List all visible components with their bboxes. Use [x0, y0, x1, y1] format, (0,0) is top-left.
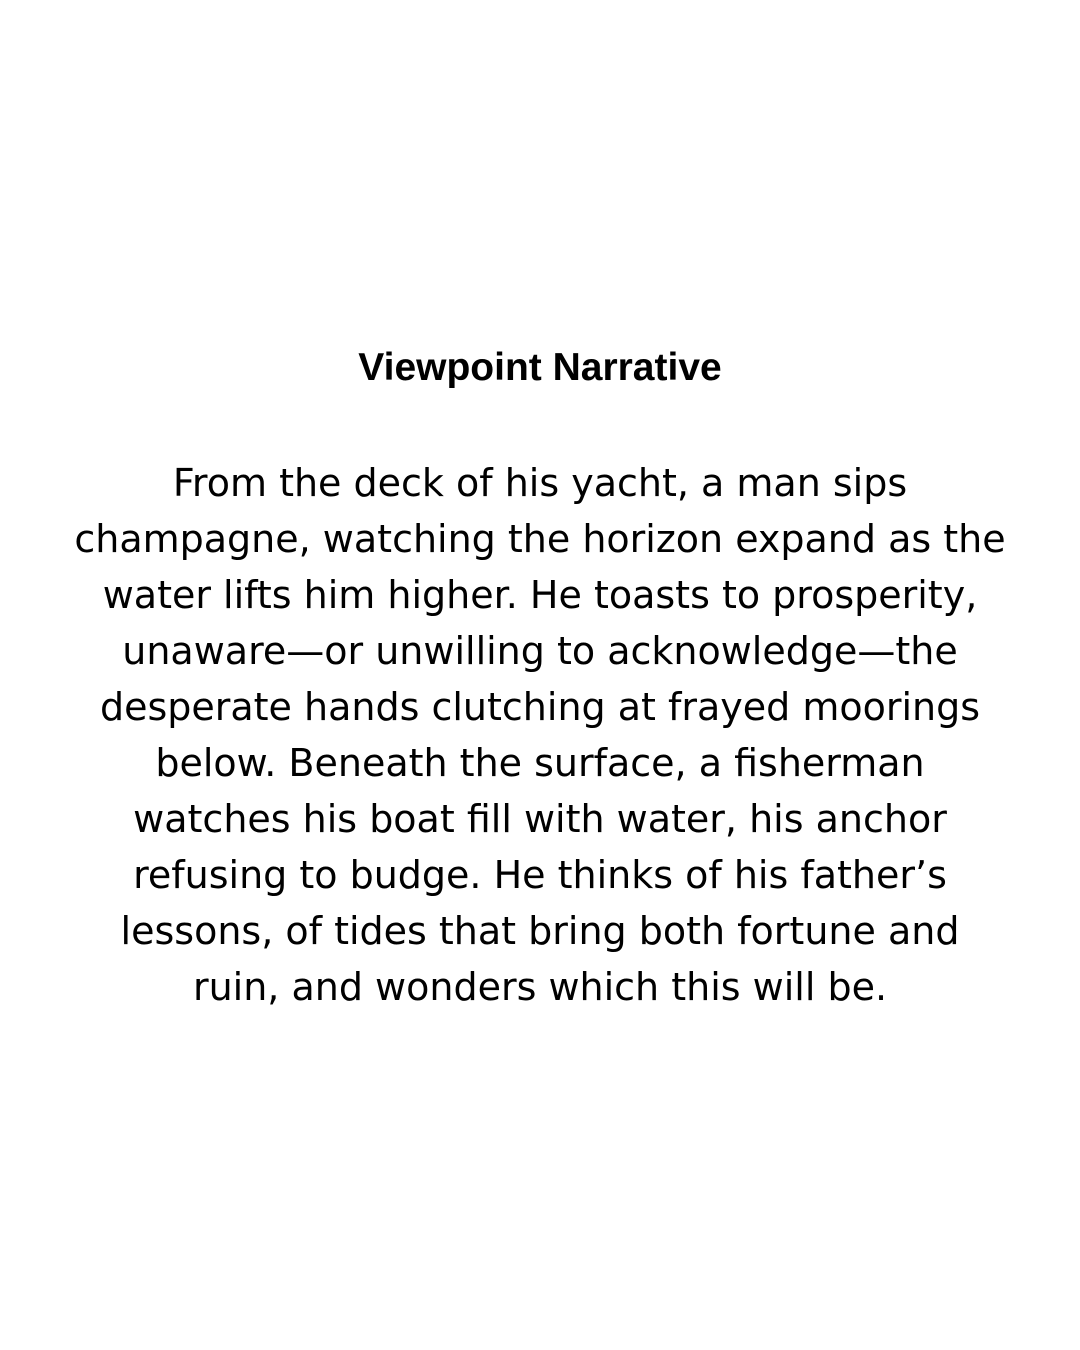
narrative-line: desperate hands clutching at frayed moorings	[99, 685, 981, 729]
narrative-paragraph	[60, 455, 1020, 1015]
narrative-line: water lifts him higher. He toasts to prosperity,	[102, 573, 978, 617]
narrative-line: lessons, of tides that bring both fortune and	[120, 909, 960, 953]
narrative-line: unaware—or unwilling to acknowledge—the	[122, 629, 958, 673]
narrative-line: From the deck of his yacht, a man sips	[172, 461, 908, 505]
narrative-line: ruin, and wonders which this will be.	[192, 965, 888, 1009]
narrative-line: refusing to budge. He thinks of his father’s	[133, 853, 947, 897]
narrative-line: champagne, watching the horizon expand as the	[74, 517, 1006, 561]
narrative-line: below. Beneath the surface, a fisherman	[155, 741, 925, 785]
document-title: Viewpoint Narrative	[358, 346, 722, 389]
narrative-line: watches his boat fill with water, his anchor	[133, 797, 947, 841]
